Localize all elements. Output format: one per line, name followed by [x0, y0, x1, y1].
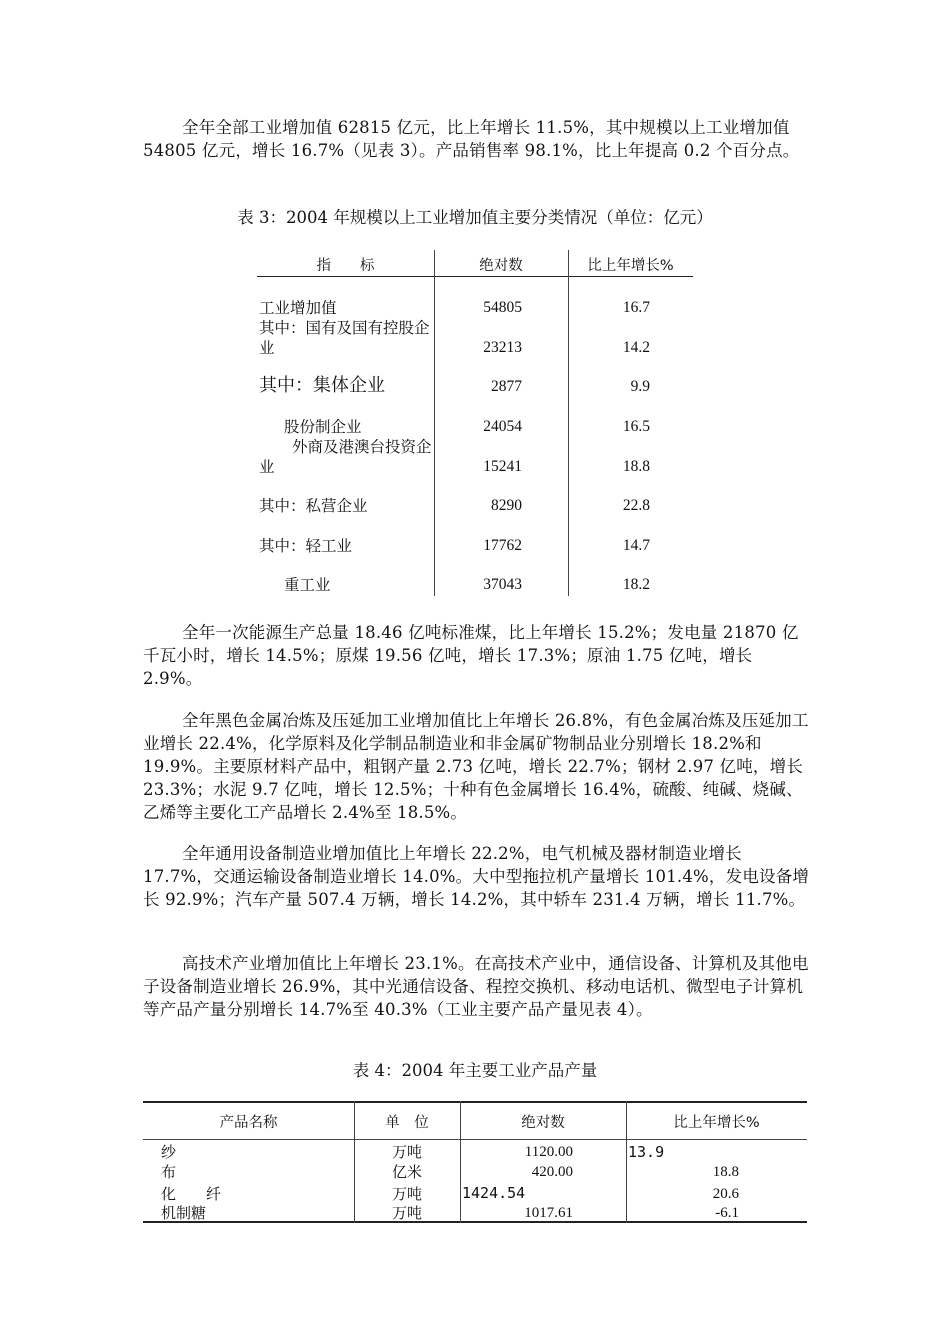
table3-top-rule — [257, 276, 693, 277]
table3-row-growth: 16.5 — [622, 418, 650, 435]
table4-header-unit: 单 位 — [385, 1115, 429, 1131]
table4-row-absolute: 1017.61 — [524, 1205, 573, 1221]
table3-caption: 表 3：2004 年规模以上工业增加值主要分类情况（单位：亿元） — [237, 208, 713, 227]
paragraph-equipment: 全年通用设备制造业增加值比上年增长 22.2%，电气机械及器材制造业增长 17.7%，交通运输设备制造业增长 14.0%。大中型拖拉机产量增长 101.4%，发电设备增长 92.9%；汽车产量 507.4 万辆，增长 14.2%，其中轿车 231.4 万辆，增长 11.7%。 — [143, 844, 810, 909]
table3-row-label: 外商及港澳台投资企业 — [259, 438, 432, 476]
table4-row-growth: 20.6 — [712, 1186, 739, 1202]
table4-row-name: 纱 — [161, 1143, 177, 1161]
table3-row-growth: 18.8 — [622, 458, 650, 475]
table3-row-absolute: 15241 — [483, 458, 522, 475]
table3-row-label: 其中：集体企业 — [259, 375, 385, 396]
table4-header-rule — [143, 1139, 807, 1140]
table4-row-absolute: 1424.54 — [462, 1184, 526, 1202]
table3-row-growth: 9.9 — [630, 378, 650, 395]
table3-row-label: 工业增加值 — [259, 299, 337, 317]
table3-row-absolute: 37043 — [483, 576, 522, 593]
table3-header-growth: 比上年增长% — [587, 258, 674, 274]
table3-row-absolute: 8290 — [491, 497, 522, 514]
paragraph-high-tech: 高技术产业增加值比上年增长 23.1%。在高技术产业中，通信设备、计算机及其他电子设备制造业增长 26.9%，其中光通信设备、程控交换机、移动电话机、微型电子计算机等产品产量分别增长 14.7%至 40.3%（工业主要产品产量见表 4）。 — [143, 954, 809, 1019]
table4-row-unit: 万吨 — [391, 1204, 422, 1222]
table3-row-growth: 14.2 — [622, 339, 650, 356]
table4-row-name: 机制糖 — [161, 1204, 207, 1222]
table3-row-label: 其中：轻工业 — [259, 537, 353, 555]
table3-row-label: 其中：国有及国有控股企业 — [259, 319, 430, 357]
table4-row-name: 化 纤 — [161, 1185, 222, 1203]
table3-header-absolute: 绝对数 — [479, 258, 523, 274]
table4-row-unit: 万吨 — [391, 1143, 422, 1161]
table4-header-product: 产品名称 — [219, 1115, 278, 1131]
table3-row-absolute: 23213 — [483, 339, 522, 356]
table3-row-growth: 16.7 — [622, 299, 650, 316]
paragraph-raw-materials: 全年黑色金属冶炼及压延加工业增加值比上年增长 26.8%，有色金属冶炼及压延加工业增长 22.4%，化学原料及化学制品制造业和非金属矿物制品业分别增长 18.2%和 19.9%。主要原材料产品中，粗钢产量 2.73 亿吨，增长 22.7%；钢材 2.97 亿吨，增长 23.3%；水泥 9.7 亿吨，增长 12.5%；十种有色金属增长 16.4%，硫酸、纯碱、烧碱、乙烯等主要化工产品增长 2.4%至 18.5%。 — [143, 711, 809, 822]
table4-row-absolute: 420.00 — [531, 1164, 573, 1180]
table3-row-label: 股份制企业 — [284, 418, 362, 436]
table3-row-growth: 22.8 — [622, 497, 650, 514]
paragraph-energy: 全年一次能源生产总量 18.46 亿吨标准煤，比上年增长 15.2%；发电量 21870 亿千瓦小时，增长 14.5%；原煤 19.56 亿吨，增长 17.3%；原油 1.75 亿吨，增长 2.9%。 — [143, 623, 799, 688]
table4-header-growth: 比上年增长% — [673, 1115, 760, 1131]
table3 — [257, 250, 693, 596]
table3-header-indicator: 指 标 — [316, 258, 375, 274]
table3-row-absolute: 2877 — [491, 378, 522, 395]
table4-row-unit: 万吨 — [391, 1185, 422, 1203]
table4-row-growth: 13.9 — [628, 1143, 665, 1161]
table3-row-absolute: 24054 — [483, 418, 522, 435]
table3-row-growth: 14.7 — [622, 537, 650, 554]
table4-row-unit: 亿米 — [391, 1163, 422, 1181]
table3-row-label: 重工业 — [284, 576, 331, 594]
table3-row-label: 其中：私营企业 — [259, 497, 368, 515]
table3-row-absolute: 17762 — [483, 537, 522, 554]
table4-top-rule — [143, 1101, 807, 1103]
table4-caption: 表 4：2004 年主要工业产品产量 — [352, 1061, 598, 1080]
table3-row-growth: 18.2 — [622, 576, 650, 593]
table4-row-growth: -6.1 — [715, 1205, 739, 1221]
table4 — [143, 1101, 807, 1223]
table4-row-absolute: 1120.00 — [524, 1144, 573, 1160]
table3-row-absolute: 54805 — [483, 299, 522, 316]
table4-row-name: 布 — [161, 1163, 177, 1181]
paragraph-industry-value: 全年全部工业增加值 62815 亿元，比上年增长 11.5%，其中规模以上工业增加值 54805 亿元，增长 16.7%（见表 3）。产品销售率 98.1%，比上年提高 0.2 个百分点。 — [143, 118, 800, 160]
table4-header-absolute: 绝对数 — [521, 1115, 565, 1131]
table4-row-growth: 18.8 — [712, 1164, 739, 1180]
